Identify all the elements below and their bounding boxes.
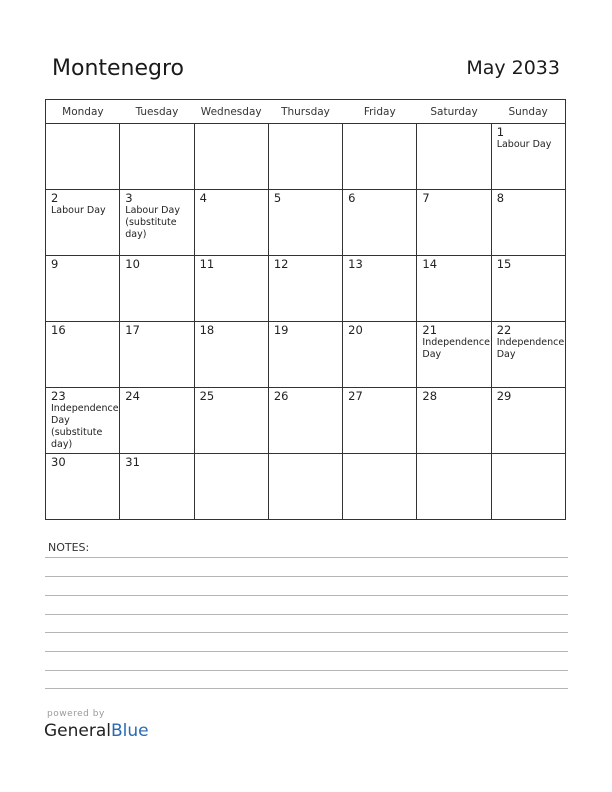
holiday-label: Independence Day (substitute day)	[51, 403, 119, 450]
note-line[interactable]	[45, 670, 568, 671]
day-number: 13	[348, 257, 363, 271]
day-cell[interactable]	[417, 124, 491, 190]
weekday-header: Thursday	[268, 100, 342, 124]
day-cell[interactable]	[491, 190, 565, 256]
day-cell[interactable]	[343, 124, 417, 190]
day-cell[interactable]	[120, 322, 194, 388]
weekday-header: Tuesday	[120, 100, 194, 124]
day-cell[interactable]	[268, 322, 342, 388]
day-number: 19	[273, 323, 289, 337]
notes-label: NOTES:	[48, 541, 90, 554]
day-cell[interactable]	[194, 124, 268, 190]
weekday-header: Sunday	[491, 100, 565, 124]
day-cell[interactable]	[491, 256, 565, 322]
weekday-header: Saturday	[417, 100, 491, 124]
weekday-header: Wednesday	[194, 100, 268, 124]
day-cell[interactable]	[417, 190, 491, 256]
day-number: 20	[348, 323, 363, 337]
day-number: 18	[199, 323, 215, 337]
generalblue-logo[interactable]	[44, 721, 149, 741]
day-cell[interactable]	[46, 454, 120, 520]
day-cell[interactable]	[343, 322, 417, 388]
day-cell[interactable]	[343, 190, 417, 256]
day-cell[interactable]	[120, 256, 194, 322]
day-number: 12	[273, 257, 289, 271]
brand-general: General	[44, 721, 111, 741]
day-number: 2	[51, 191, 59, 205]
weekday-header: Friday	[343, 100, 417, 124]
day-number: 24	[125, 389, 140, 403]
day-cell[interactable]	[343, 256, 417, 322]
day-number: 25	[199, 389, 215, 403]
day-cell[interactable]	[417, 454, 491, 520]
day-number: 6	[348, 191, 356, 205]
day-cell[interactable]	[268, 454, 342, 520]
day-number: 14	[422, 257, 438, 271]
day-number: 7	[422, 191, 430, 205]
powered-by-text: powered by	[47, 709, 105, 719]
day-cell[interactable]	[194, 388, 268, 454]
day-cell[interactable]	[120, 454, 194, 520]
day-number: 9	[51, 257, 59, 271]
day-cell[interactable]	[268, 256, 342, 322]
country-title: Montenegro	[52, 56, 185, 81]
day-number: 26	[273, 389, 289, 403]
day-cell[interactable]	[120, 388, 194, 454]
day-number: 22	[496, 323, 512, 337]
week-row	[46, 124, 566, 190]
day-number: 4	[199, 191, 207, 205]
day-cell[interactable]	[343, 454, 417, 520]
day-cell[interactable]	[194, 322, 268, 388]
calendar-grid	[45, 99, 566, 520]
day-cell[interactable]	[46, 388, 120, 454]
week-row	[46, 388, 566, 454]
day-cell[interactable]	[343, 388, 417, 454]
holiday-label: Independence Day	[496, 337, 565, 360]
brand-blue: Blue	[111, 721, 149, 741]
day-cell[interactable]	[491, 454, 565, 520]
week-row	[46, 454, 566, 520]
day-number: 29	[496, 389, 512, 403]
day-number: 15	[496, 257, 512, 271]
day-cell[interactable]	[268, 388, 342, 454]
day-number: 17	[125, 323, 140, 337]
day-cell[interactable]	[194, 190, 268, 256]
day-cell[interactable]	[46, 322, 120, 388]
note-line[interactable]	[45, 632, 568, 633]
day-number: 30	[51, 455, 66, 469]
note-line[interactable]	[45, 688, 568, 689]
day-cell[interactable]	[268, 124, 342, 190]
day-cell[interactable]	[268, 190, 342, 256]
day-cell[interactable]	[46, 256, 120, 322]
weekday-header: Monday	[46, 100, 120, 124]
day-number: 23	[51, 389, 66, 403]
note-line[interactable]	[45, 595, 568, 596]
day-cell[interactable]	[46, 124, 120, 190]
day-cell[interactable]	[417, 256, 491, 322]
day-number: 27	[348, 389, 363, 403]
day-cell[interactable]	[417, 322, 491, 388]
day-number: 8	[496, 191, 505, 205]
holiday-label: Labour Day (substitute day)	[125, 205, 180, 240]
weekday-header-row	[46, 100, 566, 124]
holiday-label: Labour Day	[496, 139, 552, 150]
day-cell[interactable]	[120, 124, 194, 190]
day-number: 11	[199, 257, 215, 271]
day-cell[interactable]	[46, 190, 120, 256]
note-line[interactable]	[45, 576, 568, 577]
month-year-title: May 2033	[466, 57, 560, 79]
week-row	[46, 190, 566, 256]
day-number: 28	[422, 389, 438, 403]
day-cell[interactable]	[417, 388, 491, 454]
holiday-label: Labour Day	[51, 205, 106, 216]
holiday-label: Independence Day	[422, 337, 490, 360]
day-cell[interactable]	[491, 124, 565, 190]
day-number: 10	[125, 257, 140, 271]
day-cell[interactable]	[120, 190, 194, 256]
day-cell[interactable]	[194, 454, 268, 520]
day-cell[interactable]	[194, 256, 268, 322]
week-row	[46, 256, 566, 322]
day-number: 1	[496, 125, 505, 139]
day-number: 21	[422, 323, 438, 337]
week-row	[46, 322, 566, 388]
day-number: 5	[273, 191, 282, 205]
day-number: 31	[125, 455, 140, 469]
note-line[interactable]	[45, 651, 568, 652]
day-cell[interactable]	[491, 388, 565, 454]
note-line[interactable]	[45, 614, 568, 615]
note-line[interactable]	[45, 557, 568, 558]
day-number: 16	[51, 323, 66, 337]
day-number: 3	[125, 191, 133, 205]
day-cell[interactable]	[491, 322, 565, 388]
